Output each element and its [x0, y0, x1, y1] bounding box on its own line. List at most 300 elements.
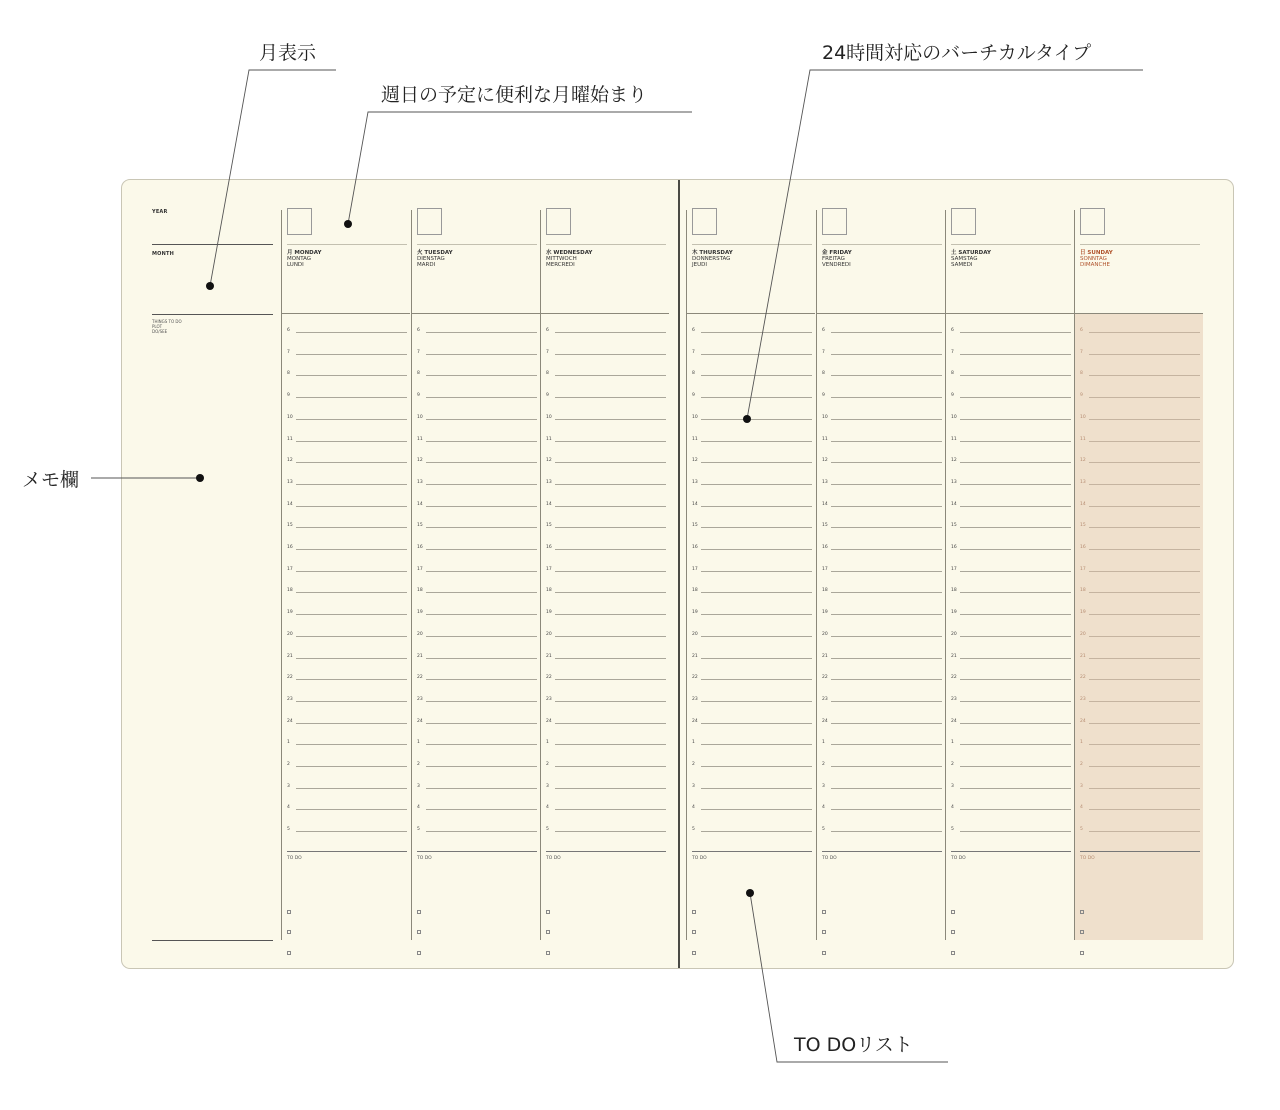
todo-label: TO DO [692, 856, 707, 861]
hour-line [960, 441, 1071, 442]
todo-label: TO DO [1080, 856, 1095, 861]
hour-row[interactable] [692, 783, 812, 789]
todo-checkbox[interactable] [287, 930, 291, 934]
hour-row[interactable] [951, 631, 1071, 637]
hour-line [701, 636, 812, 637]
hour-row[interactable] [287, 523, 407, 529]
hour-row[interactable] [1080, 740, 1200, 746]
day-name-de: DIENSTAG [417, 256, 445, 262]
hour-line [1089, 419, 1200, 420]
hour-row[interactable] [692, 349, 812, 355]
hour-row[interactable] [951, 610, 1071, 616]
todo-checkbox[interactable] [692, 951, 696, 955]
hour-row[interactable] [546, 631, 666, 637]
hour-number: 10 [822, 414, 828, 420]
hour-row[interactable] [822, 523, 942, 529]
hour-number: 18 [822, 588, 828, 594]
hour-row[interactable] [417, 827, 537, 833]
hour-row[interactable] [822, 783, 942, 789]
hour-line [296, 332, 407, 333]
todo-checkbox[interactable] [287, 910, 291, 914]
hour-row[interactable] [1080, 588, 1200, 594]
day-column-3 [540, 210, 669, 940]
hour-row[interactable] [546, 545, 666, 550]
hour-row[interactable] [822, 696, 942, 702]
hour-row[interactable] [822, 349, 942, 355]
hour-row[interactable] [1080, 458, 1200, 464]
hour-line [701, 766, 812, 767]
hour-row[interactable] [417, 479, 537, 485]
hour-row[interactable] [546, 653, 666, 659]
hour-row[interactable] [287, 436, 407, 442]
date-box[interactable] [546, 208, 571, 235]
hour-number: 13 [417, 479, 423, 485]
hour-row[interactable] [822, 479, 942, 485]
hour-line [701, 419, 812, 420]
hour-row[interactable] [951, 349, 1071, 355]
hour-row[interactable] [951, 827, 1071, 833]
hour-row[interactable] [546, 501, 666, 507]
hour-row[interactable] [692, 718, 812, 724]
hour-row[interactable] [546, 566, 666, 572]
todo-checkbox[interactable] [417, 910, 421, 914]
hour-row[interactable] [1080, 371, 1200, 377]
hour-row[interactable] [546, 414, 666, 420]
hour-number: 24 [417, 718, 423, 724]
hour-row[interactable] [822, 827, 942, 833]
hour-row[interactable] [822, 371, 942, 377]
hour-line [1089, 788, 1200, 789]
hour-row[interactable] [287, 371, 407, 377]
hour-row[interactable] [951, 762, 1071, 767]
hour-row[interactable] [417, 545, 537, 550]
todo-checkbox[interactable] [951, 910, 955, 914]
hour-row[interactable] [546, 718, 666, 724]
hour-number: 16 [1080, 545, 1086, 550]
hour-row[interactable] [1080, 631, 1200, 637]
hour-row[interactable] [822, 718, 942, 724]
hour-line [831, 354, 942, 355]
hour-number: 1 [822, 740, 825, 746]
hour-row[interactable] [822, 675, 942, 681]
day-name-de: FREITAG [822, 256, 845, 262]
hour-row[interactable] [692, 414, 812, 420]
hour-row[interactable] [1080, 414, 1200, 420]
hour-row[interactable] [951, 414, 1071, 420]
hour-number: 23 [417, 696, 423, 702]
hour-number: 5 [1080, 827, 1083, 833]
hour-row[interactable] [287, 740, 407, 746]
hour-number: 21 [1080, 653, 1086, 659]
day-name [417, 250, 453, 268]
hour-line [960, 723, 1071, 724]
hour-number: 17 [287, 566, 293, 572]
hour-row[interactable] [1080, 696, 1200, 702]
hour-line [831, 809, 942, 810]
hour-line [555, 549, 666, 550]
todo-checkbox[interactable] [692, 910, 696, 914]
hour-row[interactable] [1080, 675, 1200, 681]
hour-row[interactable] [1080, 762, 1200, 767]
hour-number: 21 [951, 653, 957, 659]
hour-number: 9 [951, 393, 954, 399]
hour-number: 17 [692, 566, 698, 572]
hour-row[interactable] [417, 762, 537, 767]
hour-line [555, 354, 666, 355]
hour-row[interactable] [951, 675, 1071, 681]
hour-number: 20 [951, 631, 957, 637]
hour-row[interactable] [1080, 349, 1200, 355]
hour-row[interactable] [287, 458, 407, 464]
hour-row[interactable] [417, 696, 537, 702]
hour-row[interactable] [692, 653, 812, 659]
hour-row[interactable] [417, 328, 537, 333]
hour-row[interactable] [822, 653, 942, 659]
hour-row[interactable] [692, 566, 812, 572]
todo-checkbox[interactable] [692, 930, 696, 934]
todo-checkbox[interactable] [1080, 910, 1084, 914]
date-box[interactable] [692, 208, 717, 235]
hour-row[interactable] [417, 588, 537, 594]
hour-row[interactable] [951, 501, 1071, 507]
hour-row[interactable] [692, 696, 812, 702]
hour-number: 14 [546, 501, 552, 507]
hour-row[interactable] [692, 393, 812, 399]
hour-number: 24 [951, 718, 957, 724]
hour-line [831, 831, 942, 832]
hour-line [960, 766, 1071, 767]
hour-row[interactable] [287, 696, 407, 702]
hour-row[interactable] [546, 588, 666, 594]
hour-row[interactable] [546, 827, 666, 833]
hour-row[interactable] [1080, 545, 1200, 550]
hour-line [831, 462, 942, 463]
hour-line [831, 419, 942, 420]
hour-line [701, 701, 812, 702]
hour-row[interactable] [692, 501, 812, 507]
hour-row[interactable] [287, 805, 407, 811]
hour-row[interactable] [287, 631, 407, 637]
todo-checkbox[interactable] [951, 930, 955, 934]
hour-line [555, 375, 666, 376]
hour-row[interactable] [417, 805, 537, 811]
hour-row[interactable] [692, 675, 812, 681]
hour-number: 16 [692, 545, 698, 550]
hour-row[interactable] [692, 371, 812, 377]
hour-row[interactable] [1080, 328, 1200, 333]
hour-row[interactable] [417, 610, 537, 616]
hour-row[interactable] [417, 436, 537, 442]
hour-row[interactable] [546, 740, 666, 746]
hour-row[interactable] [287, 610, 407, 616]
hour-row[interactable] [546, 371, 666, 377]
hour-row[interactable] [1080, 805, 1200, 811]
hour-number: 2 [417, 762, 420, 767]
hour-row[interactable] [417, 718, 537, 724]
hour-row[interactable] [417, 349, 537, 355]
hour-row[interactable] [692, 762, 812, 767]
day-name-fr: MERCREDI [546, 262, 575, 268]
hour-row[interactable] [951, 566, 1071, 572]
hour-row[interactable] [822, 458, 942, 464]
todo-checkbox[interactable] [546, 951, 550, 955]
hour-line [296, 766, 407, 767]
hour-row[interactable] [546, 458, 666, 464]
hour-line [831, 332, 942, 333]
todo-checkbox[interactable] [546, 910, 550, 914]
hour-row[interactable] [546, 479, 666, 485]
todo-checkbox[interactable] [1080, 951, 1084, 955]
hour-row[interactable] [822, 436, 942, 442]
day-name [822, 250, 852, 268]
hour-line [960, 701, 1071, 702]
hour-row[interactable] [546, 610, 666, 616]
hour-line [831, 549, 942, 550]
hour-row[interactable] [287, 718, 407, 724]
hour-number: 1 [1080, 740, 1083, 746]
hour-number: 24 [287, 718, 293, 724]
hour-row[interactable] [287, 545, 407, 550]
todo-checkbox[interactable] [287, 951, 291, 955]
hour-row[interactable] [1080, 436, 1200, 442]
hour-row[interactable] [951, 783, 1071, 789]
hour-row[interactable] [692, 545, 812, 550]
hour-number: 20 [417, 631, 423, 637]
hour-row[interactable] [692, 805, 812, 811]
hour-number: 23 [287, 696, 293, 702]
hour-line [555, 571, 666, 572]
hour-row[interactable] [951, 393, 1071, 399]
hour-number: 22 [546, 675, 552, 681]
hour-row[interactable] [692, 588, 812, 594]
hour-row[interactable] [546, 393, 666, 399]
hour-number: 15 [692, 523, 698, 529]
hour-row[interactable] [417, 631, 537, 637]
hour-row[interactable] [692, 523, 812, 529]
hour-row[interactable] [287, 827, 407, 833]
hour-number: 2 [692, 762, 695, 767]
hour-number: 7 [822, 349, 825, 355]
todo-checkbox[interactable] [417, 951, 421, 955]
hour-row[interactable] [287, 653, 407, 659]
day-name-fr: JEUDI [692, 262, 707, 268]
hour-number: 1 [692, 740, 695, 746]
hour-line [426, 658, 537, 659]
hour-row[interactable] [546, 675, 666, 681]
hour-row[interactable] [951, 328, 1071, 333]
hour-row[interactable] [417, 653, 537, 659]
hour-row[interactable] [1080, 783, 1200, 789]
hour-row[interactable] [1080, 610, 1200, 616]
hour-row[interactable] [1080, 566, 1200, 572]
hour-row[interactable] [692, 458, 812, 464]
hour-row[interactable] [546, 436, 666, 442]
hour-row[interactable] [951, 718, 1071, 724]
hour-line [831, 658, 942, 659]
header-divider [946, 313, 1074, 314]
hour-row[interactable] [417, 675, 537, 681]
hour-number: 1 [287, 740, 290, 746]
hour-row[interactable] [546, 523, 666, 529]
hour-number: 24 [546, 718, 552, 724]
hour-row[interactable] [287, 501, 407, 507]
hour-row[interactable] [1080, 653, 1200, 659]
hour-line [960, 658, 1071, 659]
hour-row[interactable] [822, 566, 942, 572]
hour-row[interactable] [546, 328, 666, 333]
date-box[interactable] [417, 208, 442, 235]
hour-number: 12 [287, 458, 293, 464]
hour-row[interactable] [951, 545, 1071, 550]
hour-row[interactable] [692, 436, 812, 442]
hour-row[interactable] [951, 653, 1071, 659]
hour-row[interactable] [822, 762, 942, 767]
hour-row[interactable] [417, 523, 537, 529]
hour-row[interactable] [546, 783, 666, 789]
hour-row[interactable] [417, 414, 537, 420]
hour-row[interactable] [951, 371, 1071, 377]
date-box[interactable] [1080, 208, 1105, 235]
hour-number: 15 [822, 523, 828, 529]
todo-checkbox[interactable] [417, 930, 421, 934]
hour-row[interactable] [951, 479, 1071, 485]
hour-row[interactable] [692, 610, 812, 616]
hour-row[interactable] [1080, 523, 1200, 529]
hour-row[interactable] [287, 479, 407, 485]
hour-row[interactable] [822, 631, 942, 637]
date-box[interactable] [951, 208, 976, 235]
hour-line [831, 592, 942, 593]
hour-row[interactable] [417, 740, 537, 746]
hour-row[interactable] [1080, 718, 1200, 724]
hour-number: 11 [417, 436, 423, 442]
hour-row[interactable] [417, 501, 537, 507]
hour-row[interactable] [951, 696, 1071, 702]
hour-number: 17 [1080, 566, 1086, 572]
todo-checkbox[interactable] [546, 930, 550, 934]
hour-row[interactable] [1080, 479, 1200, 485]
hour-row[interactable] [951, 523, 1071, 529]
hour-row[interactable] [822, 393, 942, 399]
hour-row[interactable] [546, 762, 666, 767]
hour-number: 6 [417, 328, 420, 333]
hour-row[interactable] [417, 783, 537, 789]
callout-todo-list: TO DOリスト [794, 1034, 913, 1056]
hour-number: 14 [417, 501, 423, 507]
hour-row[interactable] [822, 414, 942, 420]
hour-line [1089, 549, 1200, 550]
hour-row[interactable] [1080, 501, 1200, 507]
hour-row[interactable] [822, 610, 942, 616]
day-name-fr: DIMANCHE [1080, 262, 1110, 268]
hour-number: 15 [546, 523, 552, 529]
hour-row[interactable] [692, 827, 812, 833]
hour-row[interactable] [951, 588, 1071, 594]
hour-row[interactable] [287, 393, 407, 399]
hour-row[interactable] [287, 675, 407, 681]
hour-row[interactable] [417, 458, 537, 464]
hour-line [960, 679, 1071, 680]
todo-checkbox[interactable] [822, 930, 826, 934]
hour-row[interactable] [822, 805, 942, 811]
hour-row[interactable] [287, 349, 407, 355]
todo-rule [417, 851, 537, 852]
hour-row[interactable] [287, 566, 407, 572]
hour-number: 13 [1080, 479, 1086, 485]
hour-number: 13 [951, 479, 957, 485]
hour-row[interactable] [951, 740, 1071, 746]
hour-line [426, 397, 537, 398]
hour-line [1089, 592, 1200, 593]
todo-checkbox[interactable] [951, 951, 955, 955]
hour-row[interactable] [546, 349, 666, 355]
hour-line [831, 375, 942, 376]
hour-line [426, 571, 537, 572]
hour-number: 23 [1080, 696, 1086, 702]
hour-row[interactable] [692, 479, 812, 485]
hour-row[interactable] [822, 328, 942, 333]
hour-row[interactable] [417, 393, 537, 399]
hour-row[interactable] [417, 566, 537, 572]
hour-row[interactable] [822, 588, 942, 594]
todo-checkbox[interactable] [822, 951, 826, 955]
date-box[interactable] [287, 208, 312, 235]
hour-row[interactable] [546, 696, 666, 702]
hour-line [960, 462, 1071, 463]
hour-row[interactable] [287, 328, 407, 333]
hour-line [701, 397, 812, 398]
hour-number: 3 [692, 783, 695, 789]
hour-row[interactable] [822, 740, 942, 746]
hour-number: 24 [692, 718, 698, 724]
todo-rule [287, 851, 407, 852]
hour-line [555, 484, 666, 485]
hour-number: 11 [951, 436, 957, 442]
hour-row[interactable] [822, 545, 942, 550]
hour-number: 20 [287, 631, 293, 637]
hour-row[interactable] [951, 805, 1071, 811]
todo-checkbox[interactable] [1080, 930, 1084, 934]
hour-row[interactable] [951, 436, 1071, 442]
hour-row[interactable] [546, 805, 666, 811]
header-divider [412, 313, 540, 314]
hour-number: 12 [951, 458, 957, 464]
todo-checkbox[interactable] [822, 910, 826, 914]
header-rule [287, 244, 407, 245]
hour-line [960, 809, 1071, 810]
hour-row[interactable] [287, 762, 407, 767]
todo-rule [951, 851, 1071, 852]
hour-row[interactable] [287, 414, 407, 420]
hour-row[interactable] [692, 328, 812, 333]
hour-row[interactable] [1080, 393, 1200, 399]
hour-row[interactable] [417, 371, 537, 377]
hour-number: 20 [546, 631, 552, 637]
hour-number: 7 [287, 349, 290, 355]
hour-line [960, 636, 1071, 637]
memo-labels [152, 319, 182, 334]
hour-row[interactable] [287, 588, 407, 594]
hour-row[interactable] [822, 501, 942, 507]
hour-row[interactable] [692, 740, 812, 746]
hour-row[interactable] [1080, 827, 1200, 833]
hour-line [701, 571, 812, 572]
hour-row[interactable] [287, 783, 407, 789]
hour-line [296, 462, 407, 463]
hour-row[interactable] [692, 631, 812, 637]
date-box[interactable] [822, 208, 847, 235]
hour-row[interactable] [951, 458, 1071, 464]
